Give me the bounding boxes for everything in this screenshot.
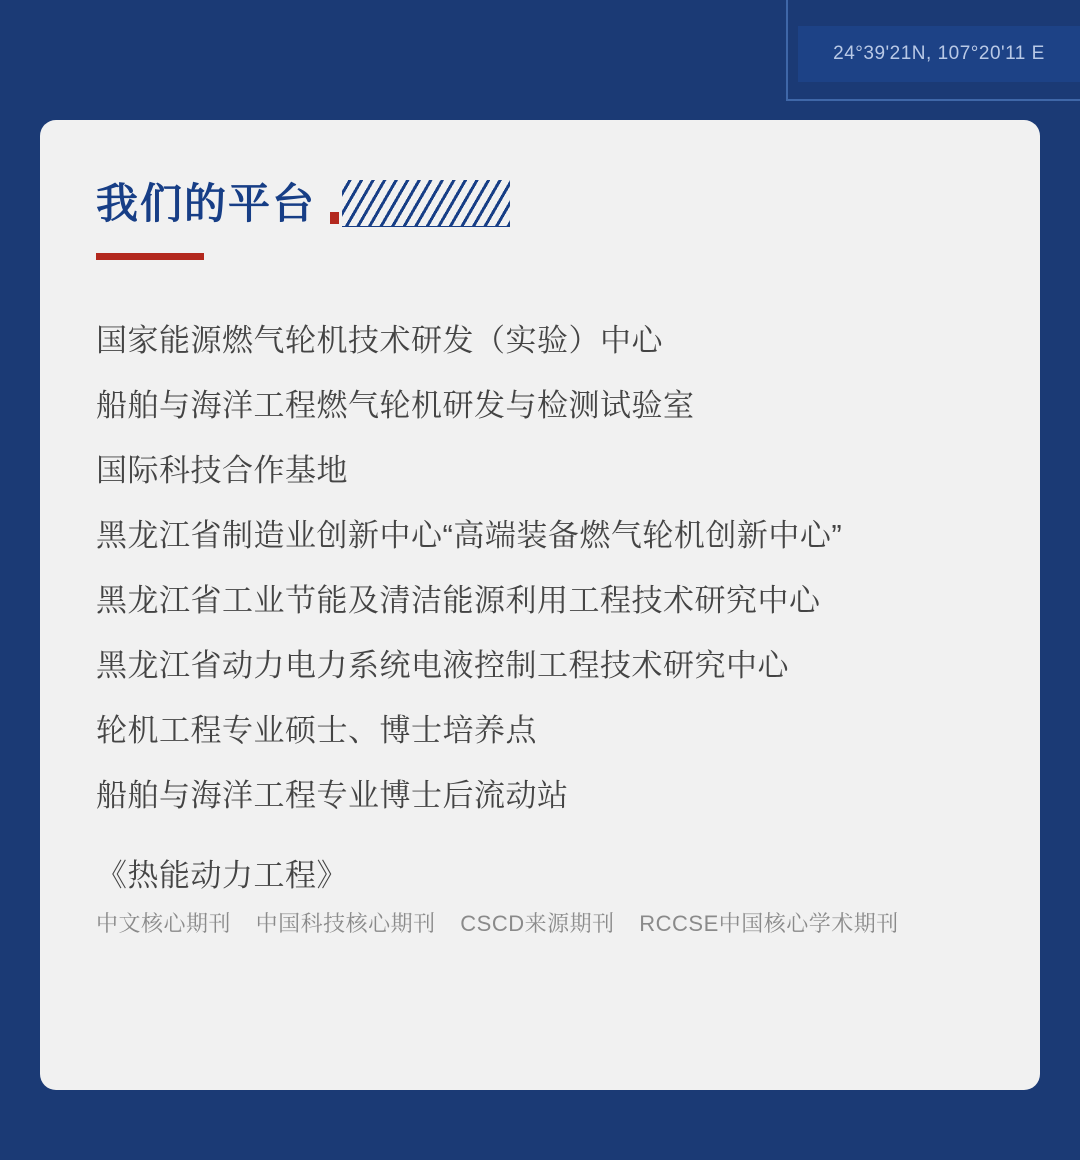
journal-tag: 中文核心期刊 [96, 911, 232, 936]
page-title: 我们的平台 [96, 179, 317, 227]
list-item: 黑龙江省动力电力系统电液控制工程技术研究中心 [96, 648, 789, 683]
list-item: 黑龙江省制造业创新中心“高端装备燃气轮机创新中心” [96, 518, 843, 553]
journal-tags [96, 895, 984, 938]
coordinate-badge [798, 26, 1080, 82]
journal-tag: RCCSE中国核心学术期刊 [639, 911, 899, 936]
card-title-row [96, 180, 984, 227]
list-item: 国家能源燃气轮机技术研发（实验）中心 [96, 323, 663, 358]
platform-card [40, 120, 1040, 1090]
list-item: 船舶与海洋工程燃气轮机研发与检测试验室 [96, 388, 695, 423]
list-item: 轮机工程专业硕士、博士培养点 [96, 713, 537, 748]
list-item: 国际科技合作基地 [96, 453, 348, 488]
list-item: 船舶与海洋工程专业博士后流动站 [96, 778, 569, 813]
coordinate-text: 24°39'21N, 107°20'11 E [833, 43, 1045, 64]
list-item: 黑龙江省工业节能及清洁能源利用工程技术研究中心 [96, 583, 821, 618]
hatch-decoration-icon [342, 180, 510, 227]
journal-name: 《热能动力工程》 [96, 858, 348, 893]
platform-list [96, 308, 984, 938]
journal-tag: CSCD来源期刊 [460, 911, 615, 936]
title-underline [96, 253, 204, 260]
journal-tag: 中国科技核心期刊 [255, 911, 436, 936]
